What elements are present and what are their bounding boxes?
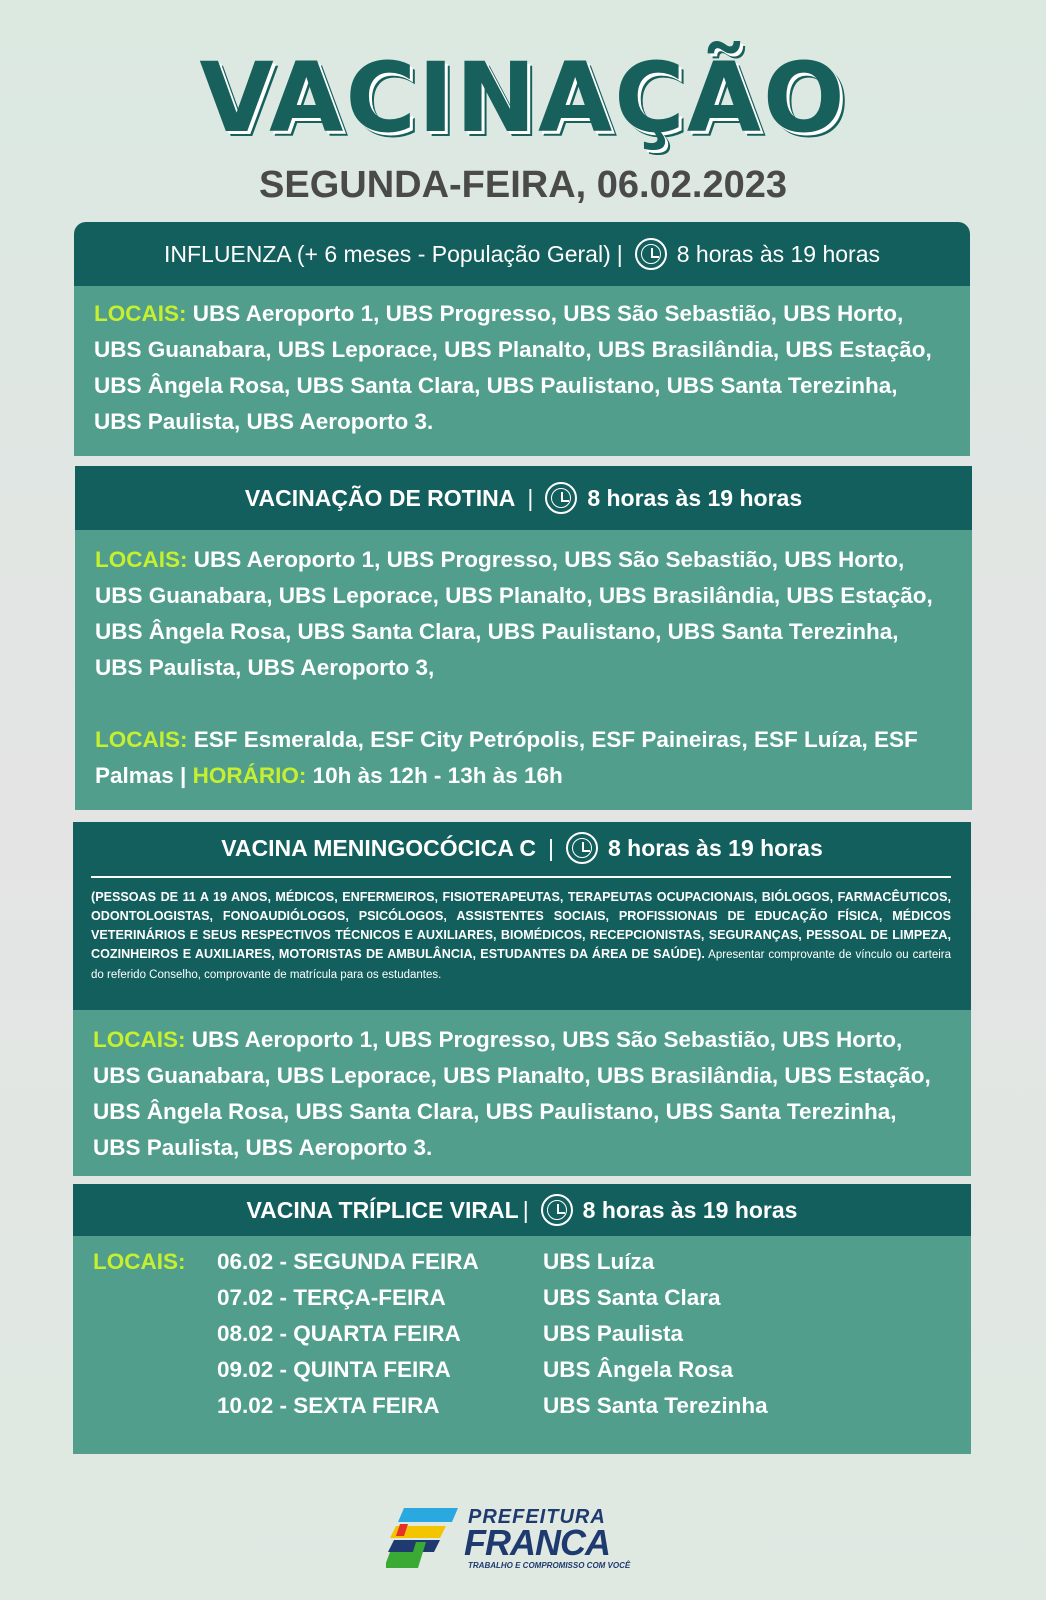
schedule-day: 07.02 - TERÇA-FEIRA: [217, 1285, 446, 1310]
separator: |: [527, 484, 534, 511]
schedule-body: [73, 1236, 971, 1454]
prefeitura-franca-logo: [386, 1502, 646, 1572]
schedule-row: [93, 1352, 951, 1388]
locais-label: LOCAIS:: [93, 1027, 186, 1052]
schedule-day: 06.02 - SEGUNDA FEIRA: [217, 1249, 479, 1274]
locais-text: UBS Aeroporto 1, UBS Progresso, UBS São Sebastião, UBS Horto, UBS Guanabara, UBS Leporace, UBS Planalto, UBS Brasilândia, UBS Estação, UBS Ângela Rosa, UBS Santa Clara, UBS Paulistano, UBS Santa Terezinha, UBS Paulista, UBS Aeroporto 3.: [93, 1027, 931, 1160]
section-body: [74, 286, 970, 456]
section-time: 8 horas às 19 horas: [582, 1196, 798, 1223]
section-influenza: [74, 222, 970, 456]
schedule-row: [93, 1244, 951, 1280]
schedule-day: 08.02 - QUARTA FEIRA: [217, 1321, 461, 1346]
locais-label: LOCAIS:: [93, 1249, 186, 1274]
section-header: [73, 822, 971, 874]
logo-line1: PREFEITURA: [468, 1506, 606, 1528]
section-header: [73, 1184, 971, 1236]
locais-label: LOCAIS:: [94, 301, 187, 326]
section-body: [75, 530, 972, 810]
schedule-day: 09.02 - QUINTA FEIRA: [217, 1357, 451, 1382]
page-title: VACINAÇÃO: [199, 42, 847, 154]
locais-ubs: [95, 542, 952, 686]
section-body: [73, 1010, 971, 1176]
clock-icon: [566, 832, 598, 864]
note-bold: (PESSOAS DE 11 A 19 ANOS, MÉDICOS, ENFERMEIROS, FISIOTERAPEUTAS, TERAPEUTAS OCUPACIONAIS, BIÓLOGOS, FARMACÊUTICOS, ODONTOLOGISTAS, FONOAUDIÓLOGOS, PSICÓLOGOS, ASSISTENTES SOCIAIS, PROFISSIONAIS DE EDUCAÇÃO FÍSICA, MÉDICOS VETERINÁRIOS E SEUS RESPECTIVOS TÉCNICOS E AUXILIARES, BIOMÉDICOS, RECEPCIONISTAS, SEGURANÇAS, PESSOAL DE LIMPEZA, COZINHEIROS E AUXILIARES, MOTORISTAS DE AMBULÂNCIA, ESTUDANTES DA ÁREA DE SAÚDE).: [91, 890, 951, 961]
schedule-place: UBS Paulista: [543, 1321, 684, 1346]
horario-text: 10h às 12h - 13h às 16h: [306, 763, 563, 788]
note-small: Apresentar comprovante de vínculo ou carteira do referido Conselho, comprovante de matrícula para os estudantes.: [91, 949, 951, 981]
horario-label: HORÁRIO:: [192, 763, 307, 788]
section-title: INFLUENZA (+ 6 meses - População Geral): [163, 240, 611, 267]
eligibility-note: [73, 878, 971, 1010]
clock-icon: [541, 1194, 573, 1226]
locais-text: ESF Esmeralda, ESF City Petrópolis, ESF Paineiras, ESF Luíza, ESF Palmas |: [95, 727, 918, 788]
separator: |: [616, 240, 623, 267]
clock-icon: [545, 482, 577, 514]
schedule-place: UBS Ângela Rosa: [543, 1357, 734, 1382]
section-meningococica: [73, 822, 971, 1176]
locais-esf: [95, 722, 952, 794]
locais-text: UBS Aeroporto 1, UBS Progresso, UBS São Sebastião, UBS Horto, UBS Guanabara, UBS Leporace, UBS Planalto, UBS Brasilândia, UBS Estação, UBS Ângela Rosa, UBS Santa Clara, UBS Paulistano, UBS Santa Terezinha, UBS Paulista, UBS Aeroporto 3.: [94, 301, 932, 434]
schedule-place: UBS Santa Terezinha: [543, 1393, 768, 1418]
page-subtitle-date: SEGUNDA-FEIRA, 06.02.2023: [259, 164, 787, 206]
locais-label: LOCAIS:: [95, 547, 188, 572]
section-title: VACINAÇÃO DE ROTINA: [244, 484, 516, 511]
separator: |: [522, 1196, 529, 1223]
schedule-place: UBS Luíza: [543, 1249, 655, 1274]
locais-text: UBS Aeroporto 1, UBS Progresso, UBS São Sebastião, UBS Horto, UBS Guanabara, UBS Leporace, UBS Planalto, UBS Brasilândia, UBS Estação, UBS Ângela Rosa, UBS Santa Clara, UBS Paulistano, UBS Santa Terezinha, UBS Paulista, UBS Aeroporto 3,: [95, 547, 933, 680]
section-triplice-viral: [73, 1184, 971, 1454]
franca-flag-icon: [386, 1502, 466, 1572]
section-title: VACINA TRÍPLICE VIRAL: [246, 1196, 519, 1223]
section-title: VACINA MENINGOCÓCICA C: [221, 834, 536, 861]
schedule-day: 10.02 - SEXTA FEIRA: [217, 1393, 440, 1418]
clock-icon: [635, 238, 667, 270]
section-time: 8 horas às 19 horas: [587, 484, 803, 511]
section-header: [75, 466, 972, 530]
schedule-row: [93, 1280, 951, 1316]
logo-line2: FRANCA: [464, 1522, 610, 1563]
schedule-place: UBS Santa Clara: [543, 1285, 721, 1310]
section-rotina: [75, 466, 972, 810]
logo-tagline: TRABALHO E COMPROMISSO COM VOCÊ: [468, 1561, 631, 1570]
section-time: 8 horas às 19 horas: [676, 240, 881, 267]
separator: |: [547, 834, 554, 861]
section-time: 8 horas às 19 horas: [607, 834, 823, 861]
schedule-row: [93, 1316, 951, 1352]
section-header: [74, 222, 970, 286]
schedule-row: [93, 1388, 951, 1424]
locais-label: LOCAIS:: [95, 727, 188, 752]
